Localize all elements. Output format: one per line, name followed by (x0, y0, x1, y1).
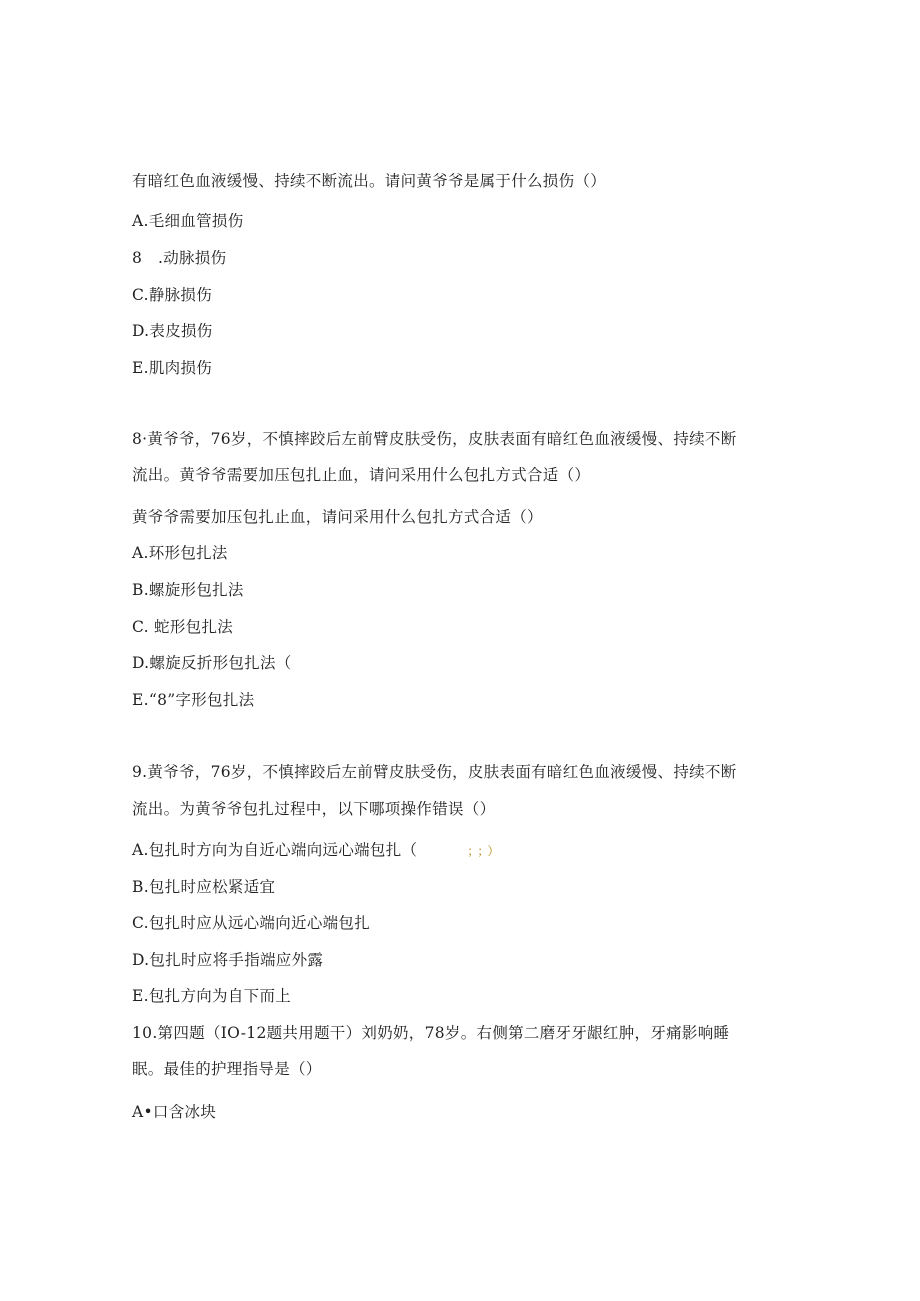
q8-option-a: A.环形包扎法 (132, 544, 228, 562)
q8-option-d: D.螺旋反折形包扎法（ (132, 654, 292, 672)
q7-option-d: D.表皮损伤 (132, 322, 213, 340)
q9-option-a: A.包扎时方向为自近心端向远心端包扎（ (132, 841, 418, 859)
q8-stem-line1: 8·黄爷爷，76岁，不慎摔跤后左前臂皮肤受伤，皮肤表面有暗红色血液缓慢、持续不断 (132, 430, 737, 448)
q8-option-c: C. 蛇形包扎法 (132, 618, 234, 636)
q9-option-a-row (132, 840, 503, 861)
q7-option-b: 8 .动脉损伤 (132, 249, 227, 267)
q10-stem-line2: 眠。最佳的护理指导是（） (132, 1060, 322, 1078)
q10-stem-line1: 10.第四题（IO-12题共用题干）刘奶奶，78岁。右侧第二磨牙牙龈红肿，牙痛影响睡 (132, 1024, 730, 1042)
q7-option-e: E.肌肉损伤 (132, 359, 213, 377)
q9-option-c: C.包扎时应从远心端向近心端包扎 (132, 914, 371, 932)
q9-stem-line1: 9.黄爷爷，76岁，不慎摔跤后左前臂皮肤受伤，皮肤表面有暗红色血液缓慢、持续不断 (132, 763, 737, 781)
q7-option-a: A.毛细血管损伤 (132, 212, 244, 230)
q7-stem-continued: 有暗红色血液缓慢、持续不断流出。请问黄爷爷是属于什么损伤（） (132, 172, 607, 190)
q10-option-a: A•口含冰块 (132, 1103, 217, 1121)
q8-option-e: E.“8”字形包扎法 (132, 691, 255, 709)
q9-option-d: D.包扎时应将手指端应外露 (132, 951, 324, 969)
answer-annotation: ；；） (467, 844, 504, 858)
q9-option-e: E.包扎方向为自下而上 (132, 987, 292, 1005)
q8-option-b: B.螺旋形包扎法 (132, 581, 244, 599)
q9-option-b: B.包扎时应松紧适宜 (132, 878, 276, 896)
q9-stem-line2: 流出。为黄爷爷包扎过程中，以下哪项操作错误（） (132, 800, 496, 818)
q8-stem-repeat: 黄爷爷需要加压包扎止血，请问采用什么包扎方式合适（） (132, 508, 543, 526)
q8-stem-line2: 流出。黄爷爷需要加压包扎止血，请问采用什么包扎方式合适（） (132, 466, 591, 484)
q7-option-c: C.静脉损伤 (132, 286, 213, 304)
